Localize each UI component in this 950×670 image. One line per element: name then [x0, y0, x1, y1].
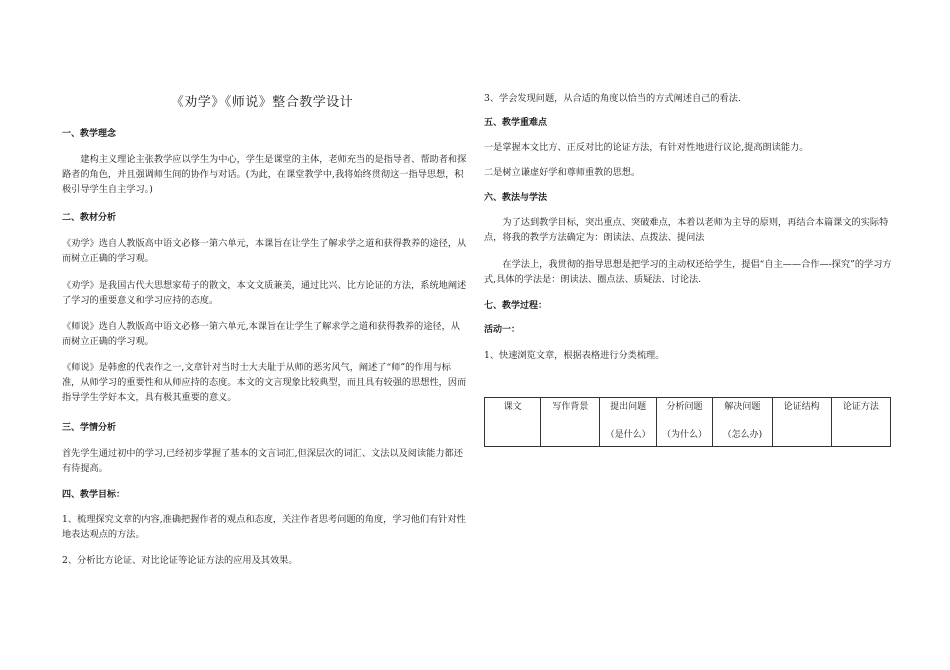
- paragraph-goal-3: 3、学会发现问题，从合适的角度以恰当的方式阐述自己的看法.: [484, 93, 741, 104]
- paragraph-learning-methods: 在学法上，我贯彻的指导思想是把学习的主动权还给学生，提倡“自主——合作—-探究”的学习方式,具体的学法是：朗读法、圈点法、质疑法、讨论法.: [484, 259, 892, 285]
- paragraph-material-2: 《劝学》是我国古代大思想家荀子的散文，本文文质兼美，通过比兴、比方论证的方法，系统地阐述了学习的重要意义和学习应持的态度。: [62, 280, 467, 306]
- table-row: [485, 398, 891, 447]
- table-header-text: 课文: [485, 398, 541, 447]
- paragraph-teaching-methods: 为了达到教学目标，突出重点、突破难点，本着以老师为主导的原则，再结合本篇课文的实际特点，将我的教学方法确定为：朗读法、点拨法、提问法: [484, 217, 889, 243]
- heading-key-points: 五、教学重难点: [484, 118, 548, 128]
- table-header-solve-question: 解决问题 （怎么办): [713, 398, 772, 447]
- heading-material-analysis: 二、教材分析: [62, 213, 117, 223]
- table-header-analyze-question: 分析问题 （为什么）: [656, 398, 712, 447]
- heading-student-analysis: 三、学情分析: [62, 423, 117, 433]
- table-header-background: 写作背景: [541, 398, 600, 447]
- paragraph-key-point-1: 一是掌握本文比方、正反对比的论证方法，有针对性地进行议论,提高朗读能力。: [484, 142, 809, 153]
- summary-table: [484, 397, 891, 447]
- heading-methods: 六、教法与学法: [484, 193, 548, 203]
- paragraph-key-point-2: 二是树立谦虚好学和尊师重教的思想。: [484, 167, 641, 178]
- paragraph-material-3: 《师说》选自人教版高中语文必修一第六单元,本课旨在让学生了解求学之道和获得教养的途径，从而树立正确的学习观。: [62, 321, 460, 347]
- paragraph-activity-1: 1、快速浏览文章，根据表格进行分类梳理。: [484, 350, 665, 361]
- paragraph-material-1: 《劝学》选自人教版高中语文必修一第六单元，本课旨在让学生了解求学之道和获得教养的途径，从而树立正确的学习观。: [62, 238, 467, 264]
- paragraph-goal-1: 1、梳理探究文章的内容,准确把握作者的观点和态度，关注作者思考问题的角度，学习他们有针对性地表达观点的方法。: [62, 514, 466, 540]
- heading-teaching-philosophy: 一、教学理念: [62, 129, 117, 139]
- table-header-raise-question: 提出问题 （是什么）: [600, 398, 656, 447]
- table-header-argument-method: 论证方法: [831, 398, 890, 447]
- paragraph-material-4: 《师说》是韩愈的代表作之一,文章针对当时士大夫耻于从师的恶劣风气，阐述了“师”的作用与标准，从师学习的重要性和从师应持的态度。本文的文言现象比较典型，而且具有较强的思想性，因而指导学生学好本文，具有极其重要的意义。: [62, 362, 467, 403]
- page-title: 《劝学》《师说》整合教学设计: [170, 95, 354, 110]
- paragraph-goal-2: 2、分析比方论证、对比论证等论证方法的应用及其效果。: [62, 555, 298, 566]
- table-header-argument-structure: 论证结构: [772, 398, 831, 447]
- paragraph-student-analysis: 首先学生通过初中的学习,已经初步掌握了基本的文言词汇,但深层次的词汇、文法以及阅读能力都还有待提高。: [62, 448, 463, 474]
- heading-teaching-process: 七、教学过程：: [484, 301, 548, 311]
- heading-teaching-goals: 四、教学目标：: [62, 490, 126, 500]
- activity-label: 活动一：: [484, 325, 521, 335]
- paragraph-philosophy: 建构主义理论主张教学应以学生为中心，学生是课堂的主体，老师充当的是指导者、帮助者和探路者的角色，并且强调师生间的协作与对话。(为此，在课堂教学中,我将始终贯彻这一指导思想，积极引导学生自主学习。): [62, 154, 467, 195]
